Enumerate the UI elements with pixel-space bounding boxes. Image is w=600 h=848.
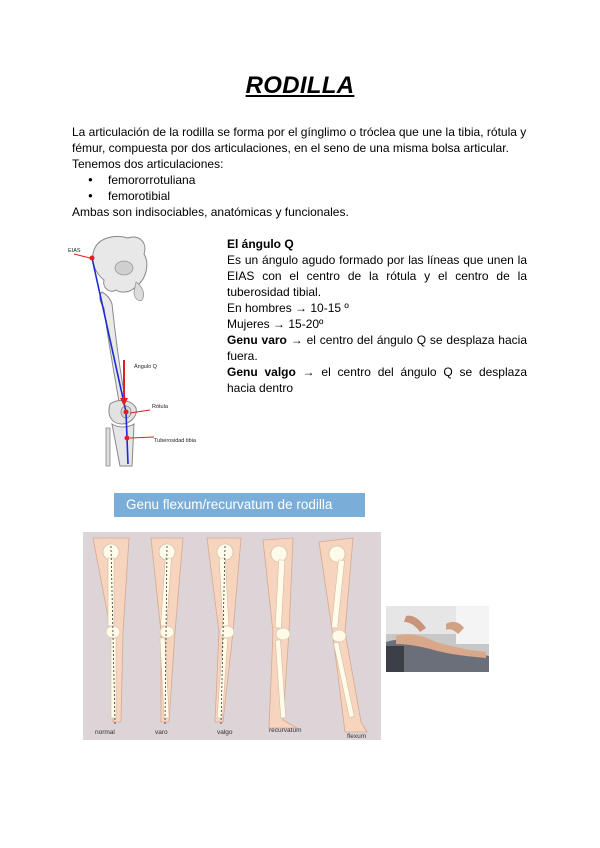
- genu-banner: Genu flexum/recurvatum de rodilla: [114, 493, 365, 517]
- genu-varo-line: [227, 332, 527, 364]
- leg-label-varo: varo: [155, 729, 168, 736]
- label-angulo-q: Ángulo Q: [134, 364, 157, 370]
- leg-label-flexum: flexum: [347, 733, 367, 740]
- leg-label-valgo: valgo: [217, 729, 233, 736]
- page-title: RODILLA: [245, 72, 355, 99]
- intro-closing: Ambas son indisociables, anatómicas y funcionales.: [72, 205, 349, 219]
- label-rotula: Rótula: [152, 404, 168, 410]
- leg-label-normal: normal: [95, 729, 115, 736]
- angle-q-women: Mujeres → 15-20º: [227, 317, 324, 331]
- leg-label-recurvatum: recurvatum: [269, 727, 302, 734]
- angle-q-section: [227, 236, 527, 396]
- intro-paragraph: La articulación de la rodilla se forma por el gínglimo o tróclea que une la tibia, rótula y fémur, compuesta por dos articulaciones, en el seno de una misma bolsa articular.: [72, 125, 527, 155]
- angle-q-heading: El ángulo Q: [227, 237, 294, 251]
- q-angle-figure: [66, 232, 216, 468]
- list-item: ● femororrotuliana: [108, 172, 532, 188]
- label-eias: EIAS: [68, 248, 81, 254]
- label-tuberosidad: Tuberosidad tibia: [154, 438, 196, 444]
- list-item: ● femorotibial: [108, 188, 532, 204]
- genu-valgo-line: [227, 364, 527, 396]
- genu-varo-label: Genu varo: [227, 333, 287, 347]
- intro-section: [72, 124, 532, 220]
- angle-q-men: En hombres → 10-15 º: [227, 301, 349, 315]
- genu-valgo-label: Genu valgo: [227, 365, 296, 379]
- legs-illustration: [83, 532, 381, 740]
- genu-varo-text: → el centro del ángulo Q se desplaza hacia fuera.: [227, 333, 527, 363]
- genu-valgo-text: → el centro del ángulo Q se desplaza hacia dentro: [227, 365, 527, 395]
- angle-q-definition: Es un ángulo agudo formado por las líneas que unen la EIAS con el centro de la rótula y el centro de la tuberosidad tibial.: [227, 253, 527, 299]
- intro-subtitle: Tenemos dos articulaciones:: [72, 157, 224, 171]
- knee-exam-photo: [386, 606, 489, 672]
- articulations-list: [72, 172, 532, 204]
